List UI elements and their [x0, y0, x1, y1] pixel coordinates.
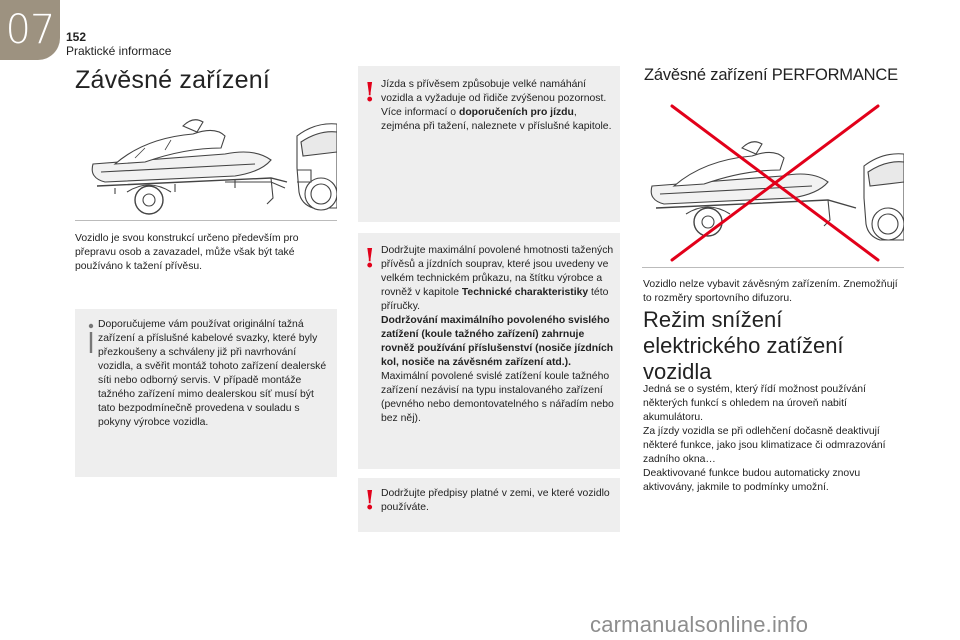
performance-text: Vozidlo nelze vybavit závěsným zařízením. Znemožňují to rozměry sportovního difuzoru.	[643, 279, 898, 304]
warning-2-text	[381, 244, 615, 426]
warning-1-part-b: Více informací o	[381, 107, 459, 118]
warning-2-part-b: této příručky.	[381, 287, 609, 312]
load-shedding-p1: Jedná se o systém, který řídí možnost používání některých funkcí s ohledem na úroveň nabití akumulátoru.	[643, 384, 866, 423]
intro-text: Vozidlo je svou konstrukcí určeno především pro přepravu osob a zavazadel, může však být také používáno k tažení přívěsu.	[75, 233, 299, 272]
divider	[75, 220, 337, 221]
page-number: 152	[66, 30, 87, 44]
jetski-trailer-illustration	[75, 108, 337, 220]
exclamation-icon: !	[364, 244, 376, 274]
performance-jetski-illustration	[642, 100, 904, 266]
info-icon	[86, 322, 96, 354]
load-shedding-text	[643, 383, 905, 495]
watermark: carmanualsonline.info	[590, 612, 809, 637]
section-name: Praktické informace	[66, 44, 172, 58]
warning-3-text: Dodržujte předpisy platné v zemi, ve které vozidlo používáte.	[381, 488, 610, 513]
page-title: Závěsné zařízení	[75, 66, 270, 94]
warning-1-bold: doporučeních pro jízdu	[458, 107, 574, 118]
chapter-tab	[0, 0, 60, 60]
load-shedding-p3: Deaktivované funkce budou automaticky znovu aktivovány, jakmile to podmínky umožní.	[643, 468, 861, 493]
exclamation-icon: !	[364, 78, 376, 108]
warning-1-text	[381, 78, 613, 134]
warning-2-part-c: Maximální povolené svislé zatížení koule tažného zařízení nezávisí na typu instalovaného zařízení (pevného nebo demontovatelného s nářadím nebo bez něj).	[381, 371, 614, 424]
warning-2-bold-ref: Technické charakteristiky	[461, 287, 589, 298]
warning-1-part-a: Jízda s přívěsem způsobuje velké namáhání vozidla a vyžaduje od řidiče zvýšenou pozornost.	[381, 79, 607, 104]
warning-2-part-a: Dodržujte maximální povolené hmotnosti tažených přívěsů a jízdních souprav, které jsou uvedeny ve velkém technickém průkazu, na štítku výrobce a rovněž v kapitole	[381, 245, 614, 298]
divider	[642, 267, 904, 268]
exclamation-icon: !	[364, 486, 376, 516]
warning-1-part-c: , zejména při tažení, naleznete v příslušné kapitole.	[381, 107, 612, 132]
chapter-number: 07	[5, 7, 55, 53]
warning-2-bold-block: Dodržování maximálního povoleného svislého zatížení (koule tažného zařízení) zahrnuje rovněž používání příslušenství (nosiče jízdních kol, nosiče na závěsném zařízení atd.).	[381, 315, 614, 368]
section-title-load-shedding: Režim snížení elektrického zatížení vozidla	[643, 307, 844, 384]
performance-title: Závěsné zařízení PERFORMANCE	[644, 66, 898, 84]
load-shedding-p2: Za jízdy vozidla se při odlehčení dočasně deaktivují některé funkce, jako jsou klimatizace či odmrazování zadního okna…	[643, 426, 886, 465]
info-box-text: Doporučujeme vám používat originální tažná zařízení a příslušné kabelové svazky, které byly přezkoušeny a schváleny již při navrhování vozidla, a svěřit montáž tohoto zařízení dealerské síti nebo odborný servis. V případě montáže tažného zařízení mimo dealerskou síť musí být tato bezpodmínečně provedena v souladu s pokyny výrobce vozidla.	[98, 319, 327, 428]
